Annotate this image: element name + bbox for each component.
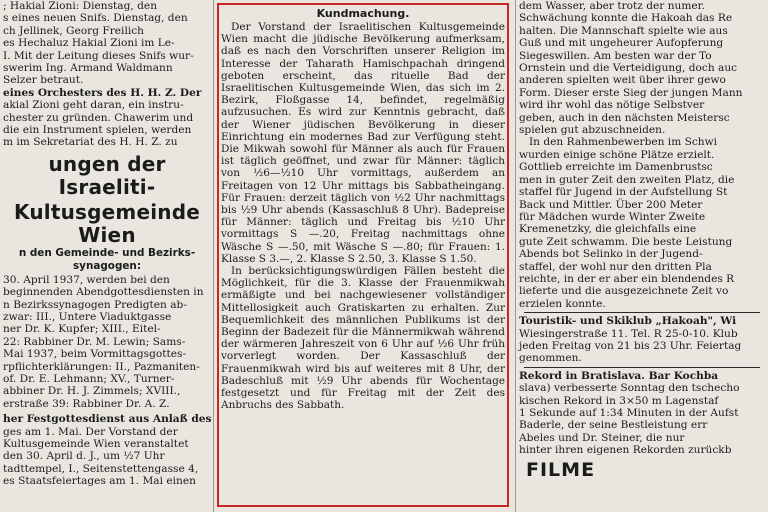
- text-line: In den Rahmenbewerben im Schwi: [529, 136, 718, 149]
- text-line: chester zu gründen. Chawerim und: [3, 111, 194, 124]
- left-orchestra-block: [0, 87, 214, 149]
- left-headline-line-2: Kultusgemeinde Wien: [13, 199, 200, 247]
- text-line: abbiner Dr. H. J. Zimmels; XVIII.,: [3, 385, 181, 398]
- text-line: Abends bot Selinko in der Jugend-: [519, 248, 703, 261]
- text-line: Touristik- und Skiklub „Hakoah", Wi: [519, 315, 737, 328]
- text-line: genommen.: [519, 352, 582, 365]
- text-line: es Hechaluz Hakial Zioni im Le-: [3, 37, 175, 50]
- text-line: of. Dr. E. Lehmann; XV., Turner-: [3, 372, 175, 385]
- text-line: erzielen konnte.: [519, 297, 606, 310]
- section-rule-1: [524, 312, 760, 313]
- text-line: Selzer betraut.: [3, 74, 84, 87]
- text-line: ges am 1. Mai. Der Vorstand der: [3, 425, 178, 438]
- text-line: slava) verbesserte Sonntag den tschecho: [519, 382, 740, 395]
- text-line: Back und Mittler. Über 200 Meter: [519, 198, 703, 211]
- section-rule-2: [524, 367, 760, 368]
- text-line: spielen gut abzuschneiden.: [519, 124, 666, 137]
- text-line: reichte, in der er aber ein blendendes R: [519, 272, 735, 285]
- text-line: Form. Dieser erste Sieg der jungen Mann: [519, 86, 743, 99]
- right-column: [516, 0, 768, 512]
- text-line: gute Zeit schwamm. Die beste Leistung: [519, 235, 733, 248]
- text-line: geben, auch in den nächsten Meistersc: [519, 111, 730, 124]
- text-line: 30. April 1937, werden bei den: [3, 273, 170, 286]
- right-rahmen-block: [516, 136, 768, 310]
- text-line: beginnenden Abendgottesdiensten in: [3, 286, 204, 299]
- text-line: s eines neuen Snifs. Dienstag, den: [3, 12, 188, 25]
- text-line: her Festgottesdienst aus Anlaß des: [3, 413, 212, 426]
- text-line: Baderle, der seine Bestleistung err: [519, 419, 708, 432]
- text-line: ch Jellinek, Georg Freilich: [3, 24, 144, 37]
- right-sport-block: [516, 0, 768, 136]
- text-line: Schwächung konnte die Hakoah das Re: [519, 12, 733, 25]
- text-line: zwar: III., Untere Viaduktgasse: [3, 310, 172, 323]
- left-subhead-line-2: synagogen:: [73, 260, 141, 273]
- text-line: erstraße 39: Rabbiner Dr. A. Z.: [3, 397, 170, 410]
- text-line: wird ihr wohl das nötige Selbstver: [519, 99, 705, 112]
- text-line: Siegeswillen. Am besten war der To: [519, 49, 712, 62]
- text-line: akial Zioni geht daran, ein instru-: [3, 99, 184, 112]
- notice-box: [217, 3, 509, 507]
- notice-paragraph-2: In berücksichtigungswürdigen Fällen besteht die Möglichkeit, für die 3. Klasse der Frauenmikwah ermäßigte und bei nachgewiesener vollständiger Mittellosigkeit auch Gratiskarten zu erhalten. Zur Bequemlichkeit des männlichen Publikums ist der Beginn der Badezeit für die Männermikwah während der wärmeren Jahreszeit von 6 Uhr auf ½6 Uhr früh vorverlegt worden. Der Kassaschluß der Frauenmikwah wird bis auf weiteres mit 8 Uhr, der Badeschluß mit ½9 Uhr abends für Wochentage festgesetzt und für Freitag mit der Zeit des Anbruchs des Sabbath.: [221, 265, 505, 412]
- left-body-block: [0, 274, 214, 410]
- text-line: es Staatsfeiertages am 1. Mai einen: [3, 475, 196, 488]
- middle-column: [214, 0, 514, 512]
- text-line: Guß und mit ungeheurer Aufopferung: [519, 37, 724, 50]
- film-heading: FILME: [526, 458, 596, 481]
- text-line: dem Wasser, aber trotz der numer.: [519, 0, 705, 12]
- notice-paragraph-1: Der Vorstand der Israelitischen Kultusgemeinde Wien macht die jüdische Bevölkerung aufmerksam, daß es nach den Vorschriften unserer Religion im Interesse der Taharath Hamischpachah dringend geboten erscheint, das rituelle Bad der Israelitischen Kultusgemeinde Wien, das sich im 2. Bezirk, Floßgasse 14, befindet, regelmäßig aufzusuchen. Es wird zur Kenntnis gebracht, daß der Wiener jüdischen Bevölkerung in dieser Einrichtung ein modernes Bad zur Verfügung steht. Die Mikwah sowohl für Männer als auch für Frauen ist täglich geöffnet, und zwar für Männer: täglich von ½6—½10 Uhr vormittags, außerdem an Freitagen von 12 Uhr mittags bis Sabbatheingang. Für Frauen: derzeit täglich von ½2 Uhr nachmittags bis ½9 Uhr abends (Kassaschluß 8 Uhr). Badepreise für Männer: täglich und Freitag bis ½10 Uhr vormittags S —.20, Freitag nachmittags ohne Wäsche S —.50, mit Wäsche S —.80; für Frauen: 1. Klasse S 3.—, 2. Klasse S 2.50, 3. Klasse S 1.50.: [221, 21, 505, 265]
- text-line: swerim Ing. Armand Waldmann: [3, 62, 173, 75]
- text-line: den 30. April d. J., um ½7 Uhr: [3, 450, 165, 463]
- text-line: wurden einige schöne Plätze erzielt.: [519, 148, 715, 161]
- text-line: men in guter Zeit den zweiten Platz, die: [519, 173, 735, 186]
- text-line: für Mädchen wurde Winter Zweite: [519, 210, 706, 223]
- text-line: lieferte und die ausgezeichnete Zeit vo: [519, 285, 729, 298]
- right-skiklub-block: [516, 315, 768, 365]
- left-column: [0, 0, 214, 512]
- left-subhead-line-1: n den Gemeinde- und Bezirks-: [18, 246, 196, 259]
- right-bratislava-block: [516, 370, 768, 457]
- left-top-block: [0, 0, 214, 87]
- text-line: staffel für Jugend in der Aufstellung St: [519, 186, 728, 199]
- text-line: Gottlieb erreichte im Damenbrustsc: [519, 161, 713, 174]
- text-line: halten. Die Mannschaft spielte wie aus: [519, 24, 728, 37]
- text-line: m im Sekretariat des H. H. Z. zu: [3, 136, 178, 149]
- text-line: anderen spielten weit über ihrer gewo: [519, 74, 726, 87]
- text-line: Rekord in Bratislava. Bar Kochba: [519, 369, 719, 382]
- text-line: Mai 1937, beim Vormittagsgottes-: [3, 348, 187, 361]
- text-line: ner Dr. K. Kupfer; XIII., Eitel-: [3, 323, 161, 336]
- text-line: I. Mit der Leitung dieses Snifs wur-: [3, 49, 194, 62]
- text-line: hinter ihren eigenen Rekorden zurückb: [519, 444, 732, 457]
- left-festgottesdienst-block: [0, 413, 214, 487]
- text-line: kischen Rekord in 3×50 m Lagenstaf: [519, 394, 719, 407]
- text-line: 22: Rabbiner Dr. M. Lewin; Sams-: [3, 335, 186, 348]
- text-line: tadttempel, I., Seitenstettengasse 4,: [3, 462, 199, 475]
- left-headline-line-1: ungen der Israeliti-: [48, 151, 166, 199]
- text-line: rpflichterklärungen: II., Pazmaniten-: [3, 360, 200, 373]
- text-line: jeden Freitag von 21 bis 23 Uhr. Feiertag: [519, 339, 742, 352]
- text-line: 1 Sekunde auf 1:34 Minuten in der Aufst: [519, 407, 739, 419]
- text-line: Wiesingerstraße 11. Tel. R 25-0-10. Klub: [519, 327, 738, 340]
- text-line: eines Orchesters des H. H. Z. Der: [3, 86, 202, 99]
- text-line: Kultusgemeinde Wien veranstaltet: [3, 437, 189, 450]
- text-line: ; Hakial Zioni: Dienstag, den: [3, 0, 158, 12]
- text-line: die ein Instrument spielen, werden: [3, 124, 192, 137]
- text-line: Ornstein und die Verteidigung, doch auc: [519, 62, 738, 75]
- text-line: staffel, der wohl nur den dritten Pla: [519, 260, 712, 273]
- notice-title: Kundmachung.: [316, 7, 410, 20]
- text-line: n Bezirkssynagogen Predigten ab-: [3, 298, 187, 311]
- notice-body: [221, 21, 505, 412]
- text-line: Kremenetzky, die gleichfalls eine: [519, 223, 697, 236]
- text-line: Abeles und Dr. Steiner, die nur: [519, 431, 685, 444]
